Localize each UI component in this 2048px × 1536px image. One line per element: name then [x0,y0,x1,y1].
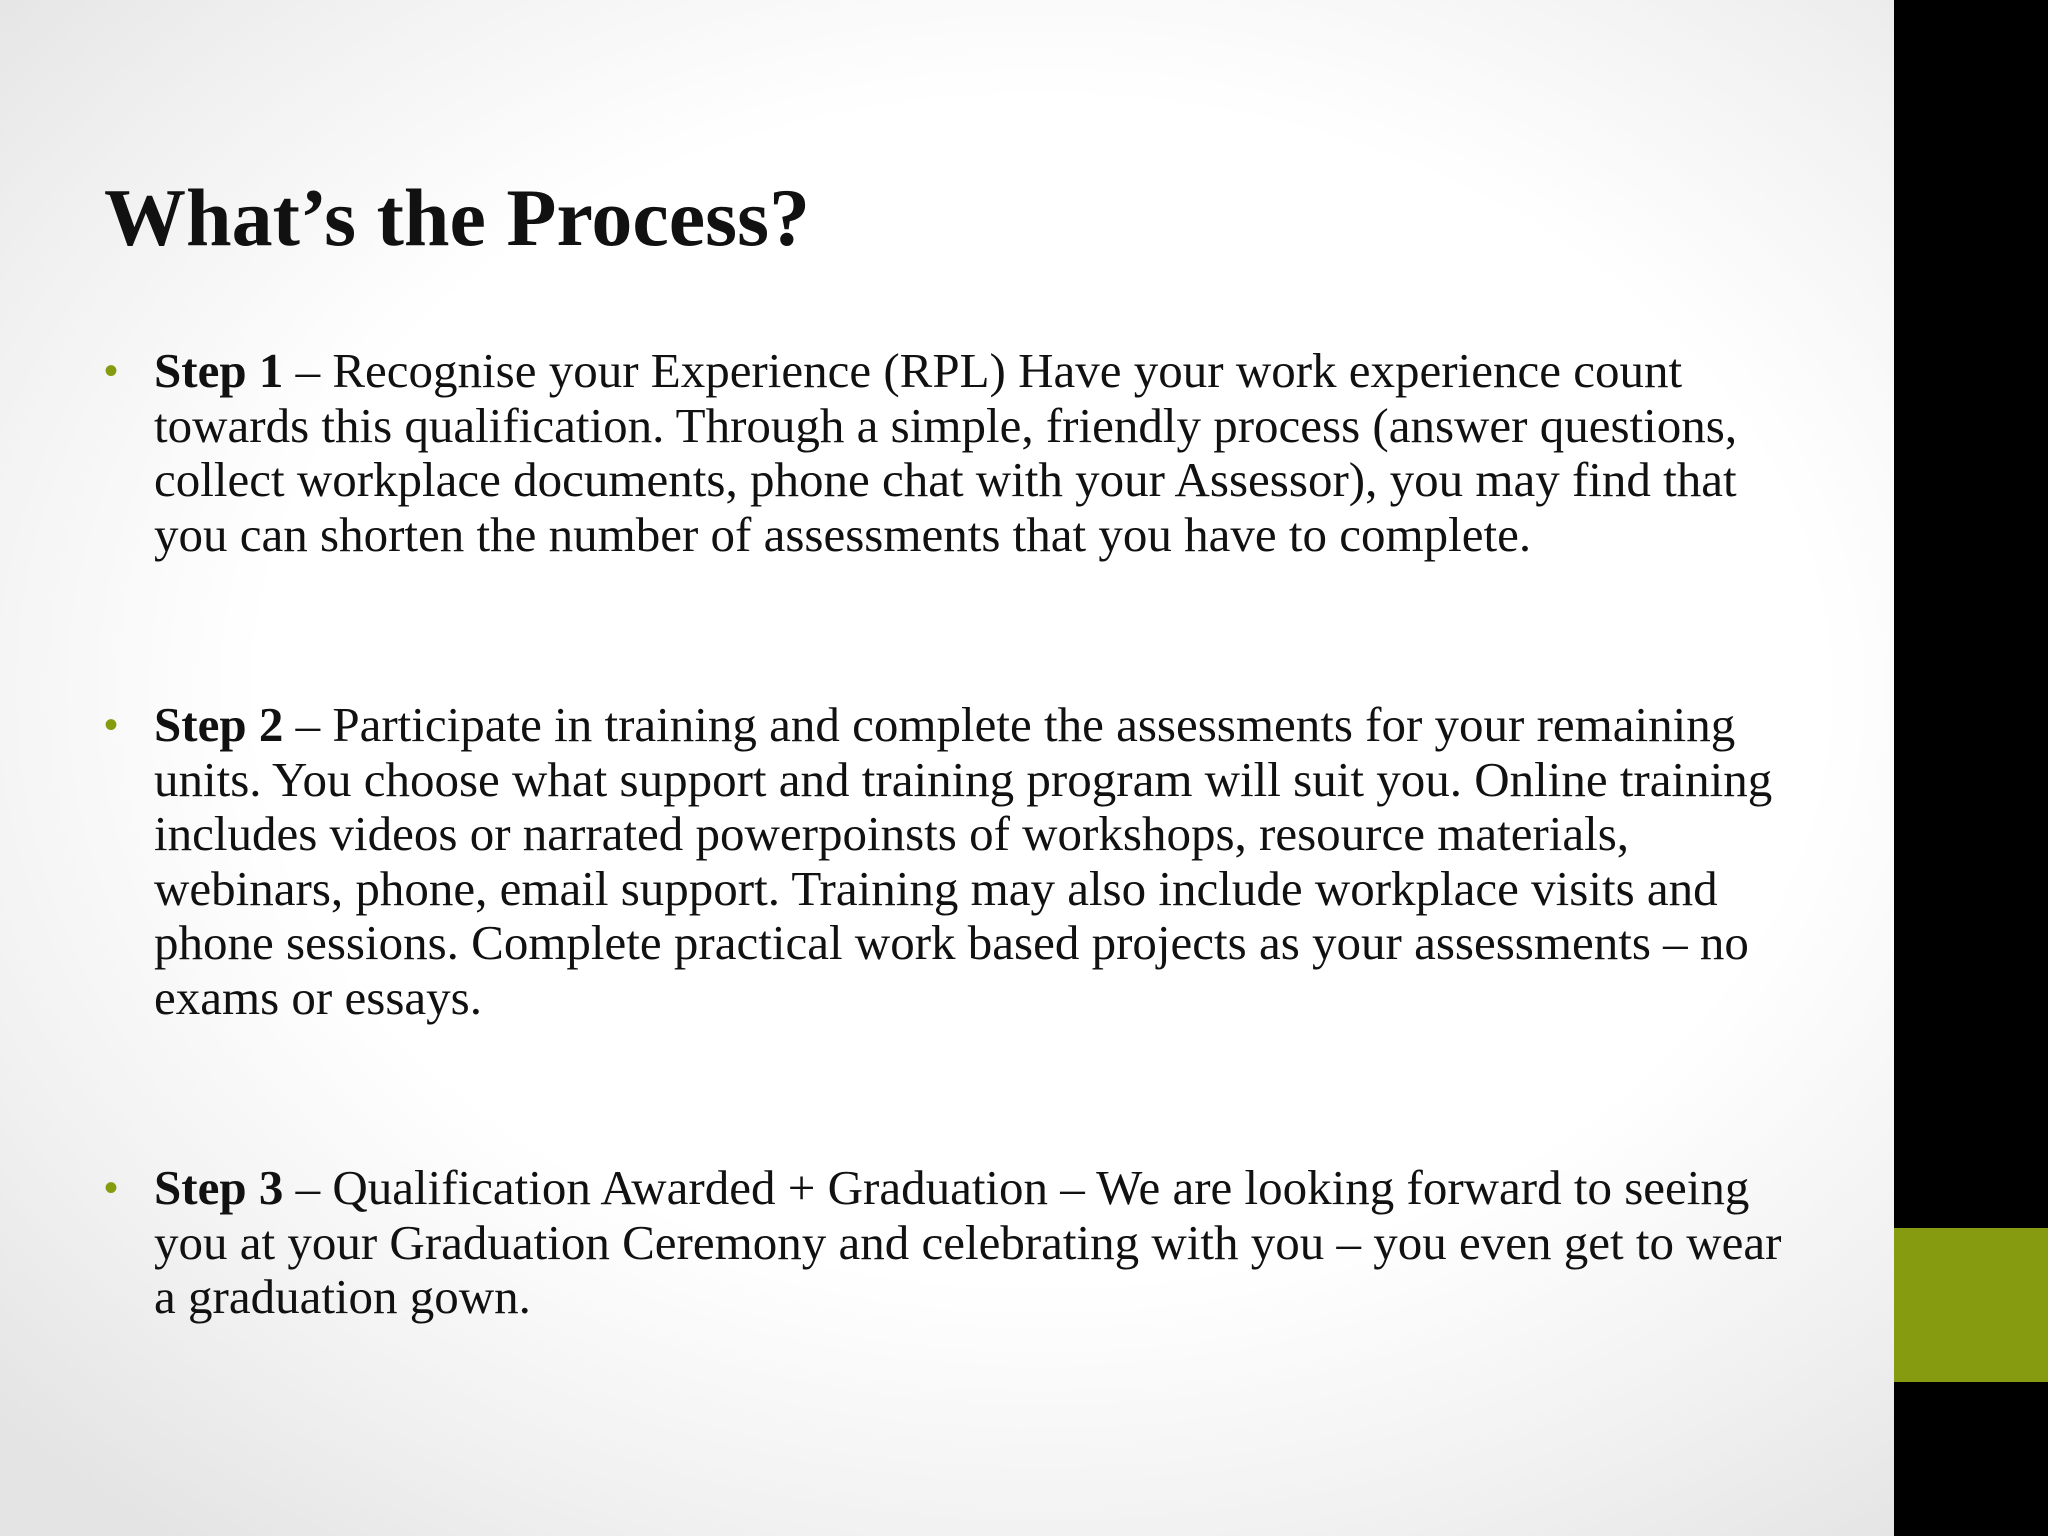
accent-block [1894,1228,2048,1382]
step-text: – Participate in training and complete the assessments for your remaining units. You choose what support and training program will suit you. Online training includes videos or narrated powerpoinsts of workshops, resource materials, webinars, phone, email support. Training may also include workplace visits and phone sessions. Complete practical work based projects as your assessments – no exams or essays. [154,697,1773,1025]
list-item-step-1 [104,344,1784,562]
bullet-icon: • [104,349,119,393]
step-text: – Recognise your Experience (RPL) Have your work experience count towards this qualification. Through a simple, friendly process (answer questions, collect workplace documents, phone chat with your Assessor), you may find that you can shorten the number of assessments that you have to complete. [154,343,1738,562]
step-label: Step 1 [154,343,284,398]
list-item-step-3 [104,1161,1784,1325]
step-text: – Qualification Awarded + Graduation – We are looking forward to seeing you at your Graduation Ceremony and celebrating with you – you even get to wear a graduation gown. [154,1160,1782,1324]
step-label: Step 2 [154,697,284,752]
step-list [104,344,1784,1325]
bullet-icon: • [104,703,119,747]
step-label: Step 3 [154,1160,284,1215]
right-side-bar [1894,0,2048,1536]
list-item-step-2 [104,698,1784,1025]
bullet-icon: • [104,1166,119,1210]
slide-title: What’s the Process? [104,172,811,263]
